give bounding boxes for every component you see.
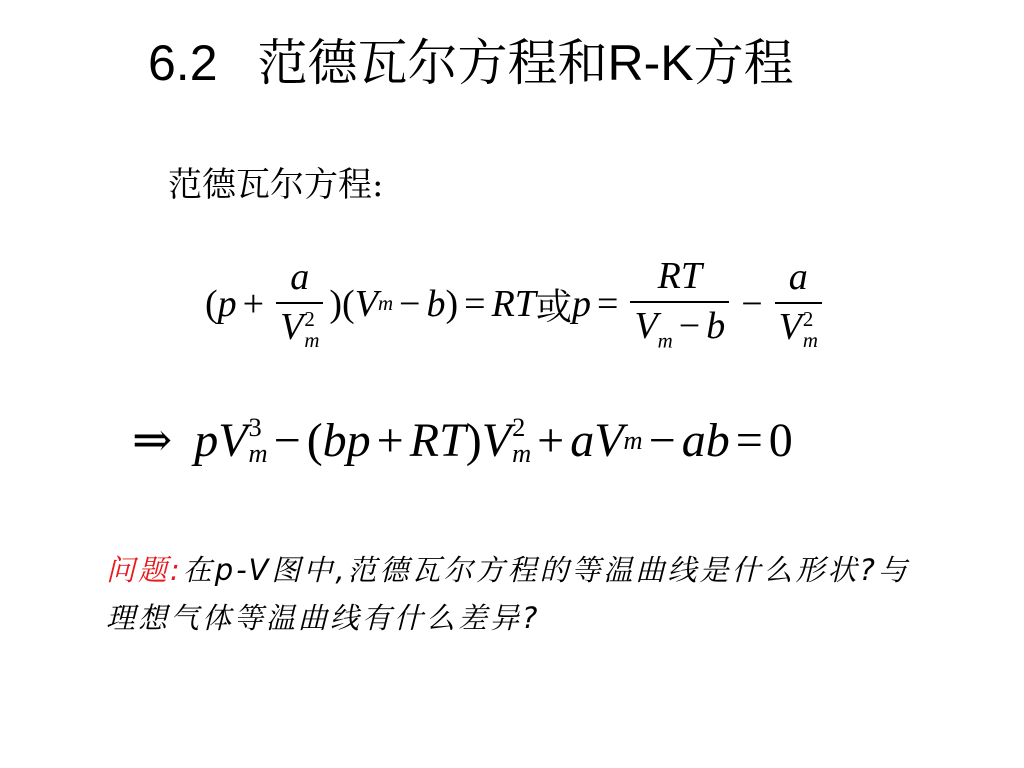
eq1-open-paren: ( — [205, 282, 218, 325]
eq2-V1: V — [218, 413, 248, 467]
eq1-frac2-den-V: V — [634, 304, 658, 347]
eq2-bp: bp — [322, 413, 371, 467]
eq2-V2-sub: m — [512, 438, 532, 468]
eq2-V2: V — [481, 413, 512, 467]
eq2-zero: 0 — [768, 413, 793, 467]
eq2-minus1: − — [273, 413, 301, 467]
eq2-paren-close: ) — [465, 413, 482, 467]
eq1-plus: + — [242, 282, 265, 325]
eq1-fraction-rt-over-vm-minus-b — [630, 255, 729, 352]
eq1-V-sub: m — [377, 291, 394, 316]
eq1-p: p — [217, 282, 237, 325]
eq1-frac2-den-minus: − — [678, 304, 701, 347]
eq1-b: b — [426, 282, 446, 325]
implies-arrow: ⇒ — [132, 414, 173, 467]
eq2-V3: V — [594, 413, 624, 467]
eq1-frac3-den-sup: 2 — [802, 307, 814, 332]
eq1-p2: p — [572, 282, 592, 325]
eq1-frac1-numerator: a — [290, 256, 310, 299]
eq2-equals: = — [735, 413, 763, 467]
slide-title — [148, 28, 794, 98]
eq2-V3-sub: m — [623, 424, 643, 455]
subheading: 范德瓦尔方程: — [168, 165, 384, 205]
eq1-frac1-den-sub: m — [304, 328, 320, 353]
question-text: 在p-V图中,范德瓦尔方程的等温曲线是什么形状?与理想气体等温曲线有什么差异? — [106, 553, 910, 635]
eq1-frac3-den-sub: m — [802, 328, 818, 353]
eq2-p: p — [194, 413, 219, 467]
eq1-frac3-numerator: a — [788, 256, 808, 299]
eq2-plus2: + — [537, 413, 565, 467]
eq2-RT: RT — [409, 413, 466, 467]
eq1-fraction-a-over-vm2-second — [775, 256, 822, 351]
eq1-fraction-a-over-vm2 — [276, 256, 323, 351]
eq1-minus2: − — [741, 282, 763, 325]
eq1-frac2-den-sub: m — [657, 328, 673, 353]
eq2-ab: ab — [681, 413, 730, 467]
question-block — [106, 546, 936, 642]
eq1-frac2-den-b: b — [706, 304, 726, 347]
eq2-V1-sup: 3 — [248, 411, 262, 442]
eq1-mid-parens: )( — [329, 282, 355, 325]
cubic-equation — [132, 412, 793, 468]
eq2-V1-sub: m — [248, 438, 268, 468]
eq1-frac2-numerator: RT — [657, 255, 702, 297]
eq1-frac1-den-var: V — [280, 305, 304, 348]
eq2-minus2: − — [648, 413, 676, 467]
eq1-RT: RT — [491, 282, 536, 325]
eq2-paren-open: ( — [306, 413, 323, 467]
eq1-equals: = — [464, 282, 486, 325]
title-text: 范德瓦尔方程和R-K方程 — [257, 35, 794, 91]
section-number: 6.2 — [148, 35, 218, 91]
eq1-equals2: = — [597, 282, 619, 325]
eq2-plus1: + — [376, 413, 404, 467]
eq1-frac3-den-var: V — [778, 305, 802, 348]
question-label: 问题: — [106, 553, 183, 587]
eq1-minus: − — [399, 282, 421, 325]
eq1-close-paren: ) — [445, 282, 459, 325]
van-der-waals-equation — [205, 255, 828, 352]
eq1-frac1-den-sup: 2 — [304, 307, 315, 332]
eq2-a: a — [570, 413, 595, 467]
eq2-V2-sup: 2 — [512, 411, 526, 442]
eq1-V: V — [354, 282, 378, 325]
eq1-or-text: 或 — [535, 285, 573, 328]
